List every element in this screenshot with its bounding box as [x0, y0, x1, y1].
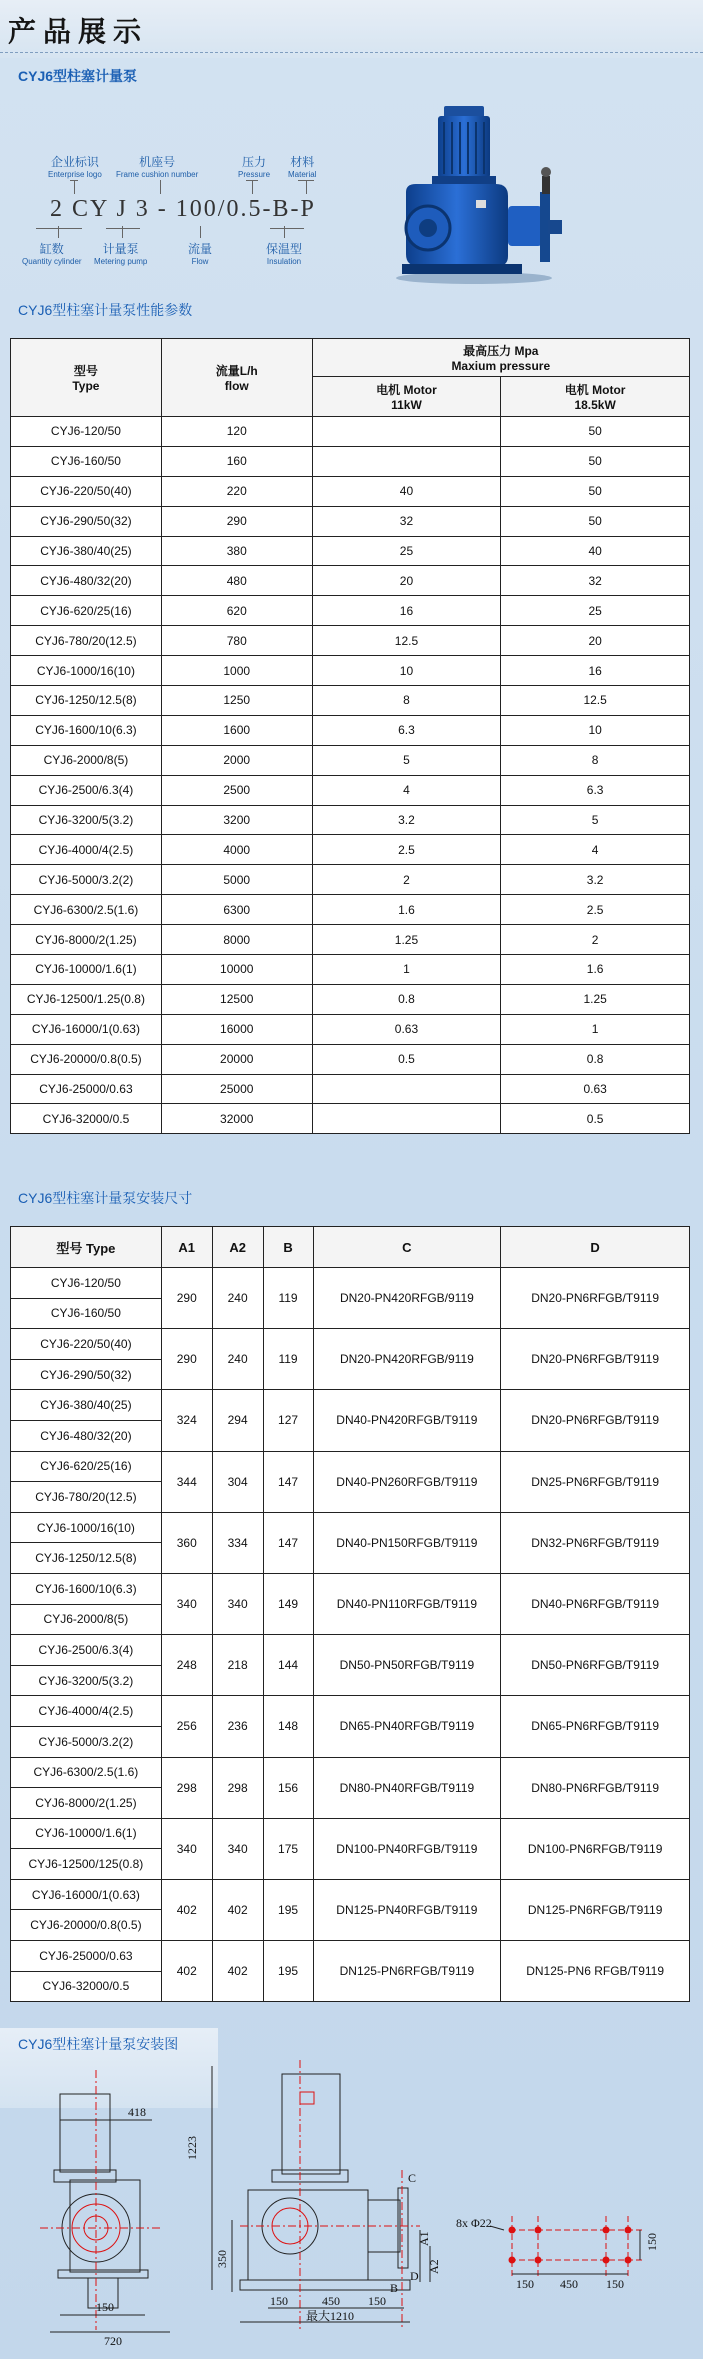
cell-type: CYJ6-12500/125(0.8)	[11, 1849, 162, 1880]
cell-pressure-11kw: 20	[312, 566, 501, 596]
cell-pressure-11kw: 1.6	[312, 895, 501, 925]
cell-b: 195	[263, 1879, 313, 1940]
model-code: 2 CY J 3 - 100/0.5-B-P	[50, 196, 316, 222]
table-row	[11, 476, 690, 506]
cell-pressure-18kw: 10	[501, 715, 690, 745]
pump-photo-icon	[392, 96, 572, 286]
cell-pressure-11kw: 2	[312, 865, 501, 895]
table-row	[11, 1879, 690, 1910]
cell-a1: 340	[161, 1818, 212, 1879]
dim-350: 350	[215, 2250, 229, 2268]
dim-150-side: 150	[270, 2294, 288, 2308]
cell-a2: 402	[212, 1941, 263, 2002]
table-row	[11, 1451, 690, 1482]
cell-type: CYJ6-120/50	[11, 417, 162, 447]
page-title: 产品展示	[8, 17, 149, 48]
cell-d: DN65-PN6RFGB/T9119	[501, 1696, 690, 1757]
cell-type: CYJ6-1000/16(10)	[11, 1512, 162, 1543]
cell-c: DN40-PN110RFGB/T9119	[313, 1573, 501, 1634]
cell-flow: 3200	[161, 805, 312, 835]
col-header-type: 型号 Type	[11, 339, 162, 417]
cell-flow: 32000	[161, 1104, 312, 1134]
cell-type: CYJ6-8000/2(1.25)	[11, 1788, 162, 1819]
foundation-plan	[490, 2216, 645, 2276]
cell-type: CYJ6-1600/10(6.3)	[11, 1573, 162, 1604]
cell-type: CYJ6-160/50	[11, 1298, 162, 1329]
cell-a1: 340	[161, 1573, 212, 1634]
cell-pressure-18kw: 1.6	[501, 955, 690, 985]
cell-flow: 6300	[161, 895, 312, 925]
cell-type: CYJ6-6300/2.5(1.6)	[11, 895, 162, 925]
table-row	[11, 1635, 690, 1666]
table-row	[11, 775, 690, 805]
cell-d: DN25-PN6RFGB/T9119	[501, 1451, 690, 1512]
label-flow: 流量 Flow	[188, 242, 213, 266]
cell-flow: 1600	[161, 715, 312, 745]
table-row	[11, 805, 690, 835]
dim-label-a1: A1	[417, 2231, 431, 2246]
install-heading: CYJ6型柱塞计量泵安装图	[18, 2036, 179, 2052]
table-row	[11, 1941, 690, 1972]
cell-b: 147	[263, 1451, 313, 1512]
cell-pressure-18kw: 6.3	[501, 775, 690, 805]
cell-flow: 380	[161, 536, 312, 566]
label-material: 材料 Material	[288, 155, 317, 179]
cell-pressure-11kw: 1	[312, 955, 501, 985]
cell-flow: 8000	[161, 925, 312, 955]
cell-a2: 294	[212, 1390, 263, 1451]
cell-a1: 290	[161, 1268, 212, 1329]
cell-flow: 20000	[161, 1044, 312, 1074]
col-header-flow: 流量L/h flow	[161, 339, 312, 417]
cell-type: CYJ6-12500/1.25(0.8)	[11, 984, 162, 1014]
table-row	[11, 955, 690, 985]
dim-plan-150-vertical: 150	[645, 2233, 659, 2251]
table-row	[11, 417, 690, 447]
col-header-a1: A1	[161, 1227, 212, 1268]
connector	[306, 180, 307, 194]
cell-flow: 620	[161, 596, 312, 626]
cell-type: CYJ6-3200/5(3.2)	[11, 1665, 162, 1696]
col-header-d: D	[501, 1227, 690, 1268]
table-row	[11, 656, 690, 686]
table-row	[11, 1390, 690, 1421]
col-header-type: 型号 Type	[11, 1227, 162, 1268]
cell-pressure-11kw: 40	[312, 476, 501, 506]
cell-pressure-11kw	[312, 446, 501, 476]
cell-a1: 256	[161, 1696, 212, 1757]
cell-pressure-18kw: 0.63	[501, 1074, 690, 1104]
connector	[36, 228, 82, 229]
table-row	[11, 1573, 690, 1604]
cell-b: 156	[263, 1757, 313, 1818]
cell-pressure-18kw: 8	[501, 745, 690, 775]
cell-flow: 12500	[161, 984, 312, 1014]
cell-type: CYJ6-2000/8(5)	[11, 745, 162, 775]
title-divider	[0, 52, 703, 53]
table-row	[11, 1014, 690, 1044]
cell-pressure-11kw: 2.5	[312, 835, 501, 865]
col-header-motor-18kw: 电机 Motor 18.5kW	[501, 377, 690, 417]
table-row	[11, 536, 690, 566]
cell-pressure-18kw: 2.5	[501, 895, 690, 925]
table-row	[11, 895, 690, 925]
cell-pressure-18kw: 50	[501, 446, 690, 476]
connector	[270, 228, 304, 229]
cell-type: CYJ6-780/20(12.5)	[11, 1482, 162, 1513]
dim-plan-450: 450	[560, 2277, 578, 2291]
cell-pressure-11kw: 12.5	[312, 626, 501, 656]
performance-table	[10, 338, 690, 1134]
dim-label-d: D	[410, 2269, 419, 2283]
cell-type: CYJ6-10000/1.6(1)	[11, 955, 162, 985]
table-row	[11, 596, 690, 626]
dim-holes: 8x Φ22	[456, 2216, 492, 2230]
cell-a1: 402	[161, 1879, 212, 1940]
table-row	[11, 925, 690, 955]
cell-flow: 25000	[161, 1074, 312, 1104]
cell-pressure-11kw: 0.63	[312, 1014, 501, 1044]
table-row	[11, 686, 690, 716]
cell-type: CYJ6-1600/10(6.3)	[11, 715, 162, 745]
dim-plan-150-right: 150	[606, 2277, 624, 2291]
dim-label-b: B	[390, 2281, 399, 2295]
table-row	[11, 1818, 690, 1849]
cell-type: CYJ6-780/20(12.5)	[11, 626, 162, 656]
col-header-motor-11kw: 电机 Motor 11kW	[312, 377, 501, 417]
cell-pressure-11kw: 25	[312, 536, 501, 566]
cell-type: CYJ6-380/40(25)	[11, 1390, 162, 1421]
connector	[160, 180, 161, 194]
performance-table-body	[11, 417, 690, 1134]
cell-a2: 340	[212, 1573, 263, 1634]
cell-a1: 344	[161, 1451, 212, 1512]
cell-type: CYJ6-160/50	[11, 446, 162, 476]
connector	[70, 180, 78, 181]
cell-pressure-11kw: 0.8	[312, 984, 501, 1014]
cell-pressure-18kw: 16	[501, 656, 690, 686]
cell-pressure-11kw	[312, 417, 501, 447]
table-row	[11, 1696, 690, 1727]
cell-c: DN125-PN40RFGB/T9119	[313, 1879, 501, 1940]
cell-c: DN40-PN260RFGB/T9119	[313, 1451, 501, 1512]
cell-type: CYJ6-25000/0.63	[11, 1074, 162, 1104]
cell-type: CYJ6-4000/4(2.5)	[11, 835, 162, 865]
cell-pressure-11kw: 16	[312, 596, 501, 626]
cell-pressure-18kw: 1.25	[501, 984, 690, 1014]
dim-1223: 1223	[185, 2136, 199, 2160]
performance-heading: CYJ6型柱塞计量泵性能参数	[18, 302, 193, 318]
cell-b: 195	[263, 1941, 313, 2002]
table-row	[11, 566, 690, 596]
cell-pressure-18kw: 12.5	[501, 686, 690, 716]
cell-type: CYJ6-2500/6.3(4)	[11, 1635, 162, 1666]
cell-pressure-18kw: 4	[501, 835, 690, 865]
label-enterprise-logo: 企业标识 Enterprise logo	[48, 155, 102, 179]
dim-max-1210: 最大1210	[306, 2309, 355, 2323]
cell-d: DN125-PN6 RFGB/T9119	[501, 1941, 690, 2002]
cell-c: DN125-PN6RFGB/T9119	[313, 1941, 501, 2002]
connector	[106, 228, 140, 229]
table-row	[11, 984, 690, 1014]
table-row	[11, 1074, 690, 1104]
col-header-b: B	[263, 1227, 313, 1268]
cell-pressure-18kw: 40	[501, 536, 690, 566]
col-header-a2: A2	[212, 1227, 263, 1268]
cell-a2: 304	[212, 1451, 263, 1512]
cell-d: DN20-PN6RFGB/T9119	[501, 1390, 690, 1451]
cell-d: DN20-PN6RFGB/T9119	[501, 1329, 690, 1390]
cell-flow: 1250	[161, 686, 312, 716]
cell-pressure-11kw	[312, 1104, 501, 1134]
dim-label-a2: A2	[427, 2259, 441, 2274]
label-cylinders: 缸数 Quantity cylinder	[22, 242, 82, 266]
cell-flow: 10000	[161, 955, 312, 985]
table-row	[11, 1329, 690, 1360]
cell-a1: 360	[161, 1512, 212, 1573]
cell-c: DN100-PN40RFGB/T9119	[313, 1818, 501, 1879]
cell-pressure-11kw: 5	[312, 745, 501, 775]
label-pressure: 压力 Pressure	[238, 155, 271, 179]
cell-a1: 290	[161, 1329, 212, 1390]
cell-c: DN50-PN50RFGB/T9119	[313, 1635, 501, 1696]
cell-type: CYJ6-20000/0.8(0.5)	[11, 1044, 162, 1074]
cell-pressure-18kw: 50	[501, 417, 690, 447]
cell-pressure-18kw: 0.5	[501, 1104, 690, 1134]
cell-type: CYJ6-2500/6.3(4)	[11, 775, 162, 805]
dim-150-left: 150	[96, 2300, 114, 2314]
table-row	[11, 506, 690, 536]
cell-a1: 248	[161, 1635, 212, 1696]
cell-type: CYJ6-4000/4(2.5)	[11, 1696, 162, 1727]
dimensions-heading: CYJ6型柱塞计量泵安装尺寸	[18, 1190, 193, 1206]
installation-drawing	[0, 2030, 703, 2359]
connector	[74, 180, 75, 194]
cell-a1: 298	[161, 1757, 212, 1818]
cell-c: DN20-PN420RFGB/9119	[313, 1268, 501, 1329]
table-row	[11, 1044, 690, 1074]
col-header-c: C	[313, 1227, 501, 1268]
cell-pressure-18kw: 50	[501, 506, 690, 536]
cell-type: CYJ6-220/50(40)	[11, 1329, 162, 1360]
cell-c: DN20-PN420RFGB/9119	[313, 1329, 501, 1390]
cell-pressure-11kw: 4	[312, 775, 501, 805]
cell-type: CYJ6-380/40(25)	[11, 536, 162, 566]
cell-type: CYJ6-480/32(20)	[11, 1420, 162, 1451]
cell-d: DN80-PN6RFGB/T9119	[501, 1757, 690, 1818]
col-header-pressure: 最高压力 Mpa Maxium pressure	[312, 339, 689, 377]
dim-720: 720	[104, 2334, 122, 2348]
cell-pressure-18kw: 3.2	[501, 865, 690, 895]
cell-d: DN40-PN6RFGB/T9119	[501, 1573, 690, 1634]
cell-d: DN50-PN6RFGB/T9119	[501, 1635, 690, 1696]
cell-a2: 240	[212, 1268, 263, 1329]
cell-type: CYJ6-620/25(16)	[11, 596, 162, 626]
cell-c: DN65-PN40RFGB/T9119	[313, 1696, 501, 1757]
dim-450-side: 450	[322, 2294, 340, 2308]
cell-flow: 5000	[161, 865, 312, 895]
cell-type: CYJ6-2000/8(5)	[11, 1604, 162, 1635]
cell-type: CYJ6-1000/16(10)	[11, 656, 162, 686]
cell-type: CYJ6-32000/0.5	[11, 1971, 162, 2002]
cell-pressure-18kw: 1	[501, 1014, 690, 1044]
cell-type: CYJ6-5000/3.2(2)	[11, 865, 162, 895]
cell-pressure-11kw: 1.25	[312, 925, 501, 955]
cell-flow: 220	[161, 476, 312, 506]
cell-a2: 340	[212, 1818, 263, 1879]
cell-b: 149	[263, 1573, 313, 1634]
cell-type: CYJ6-3200/5(3.2)	[11, 805, 162, 835]
cell-a2: 298	[212, 1757, 263, 1818]
cell-flow: 120	[161, 417, 312, 447]
cell-pressure-18kw: 0.8	[501, 1044, 690, 1074]
product-heading: CYJ6型柱塞计量泵	[18, 68, 138, 84]
dim-label-c: C	[408, 2171, 417, 2185]
label-frame-number: 机座号 Frame cushion number	[116, 155, 199, 179]
cell-a2: 236	[212, 1696, 263, 1757]
cell-a1: 324	[161, 1390, 212, 1451]
cell-a2: 218	[212, 1635, 263, 1696]
connector	[298, 180, 314, 181]
cell-flow: 2000	[161, 745, 312, 775]
cell-a2: 334	[212, 1512, 263, 1573]
cell-pressure-18kw: 25	[501, 596, 690, 626]
cell-b: 119	[263, 1268, 313, 1329]
label-metering-pump: 计量泵 Metering pump	[94, 242, 148, 266]
cell-flow: 4000	[161, 835, 312, 865]
cell-type: CYJ6-290/50(32)	[11, 1359, 162, 1390]
table-row	[11, 446, 690, 476]
cell-type: CYJ6-220/50(40)	[11, 476, 162, 506]
table-row	[11, 865, 690, 895]
cell-d: DN20-PN6RFGB/T9119	[501, 1268, 690, 1329]
label-insulation: 保温型 Insulation	[266, 242, 303, 266]
cell-d: DN100-PN6RFGB/T9119	[501, 1818, 690, 1879]
cell-b: 175	[263, 1818, 313, 1879]
cell-pressure-11kw: 3.2	[312, 805, 501, 835]
cell-b: 147	[263, 1512, 313, 1573]
cell-pressure-18kw: 50	[501, 476, 690, 506]
cell-pressure-18kw: 5	[501, 805, 690, 835]
table-row	[11, 1757, 690, 1788]
cell-type: CYJ6-5000/3.2(2)	[11, 1726, 162, 1757]
table-row	[11, 745, 690, 775]
cell-pressure-18kw: 2	[501, 925, 690, 955]
cell-pressure-11kw: 10	[312, 656, 501, 686]
cell-flow: 290	[161, 506, 312, 536]
cell-pressure-11kw: 8	[312, 686, 501, 716]
cell-flow: 780	[161, 626, 312, 656]
dim-150-side-right: 150	[368, 2294, 386, 2308]
cell-type: CYJ6-620/25(16)	[11, 1451, 162, 1482]
cell-flow: 1000	[161, 656, 312, 686]
cell-flow: 16000	[161, 1014, 312, 1044]
table-row	[11, 1512, 690, 1543]
cell-flow: 2500	[161, 775, 312, 805]
cell-type: CYJ6-16000/1(0.63)	[11, 1879, 162, 1910]
cell-b: 144	[263, 1635, 313, 1696]
dim-418: 418	[128, 2105, 146, 2119]
connector	[246, 180, 258, 181]
cell-a2: 402	[212, 1879, 263, 1940]
cell-b: 148	[263, 1696, 313, 1757]
cell-pressure-18kw: 20	[501, 626, 690, 656]
table-row	[11, 835, 690, 865]
table-row	[11, 1104, 690, 1134]
cell-flow: 160	[161, 446, 312, 476]
cell-d: DN125-PN6RFGB/T9119	[501, 1879, 690, 1940]
dimensions-table-body	[11, 1268, 690, 2002]
cell-type: CYJ6-32000/0.5	[11, 1104, 162, 1134]
table-row	[11, 1268, 690, 1299]
cell-type: CYJ6-16000/1(0.63)	[11, 1014, 162, 1044]
cell-type: CYJ6-120/50	[11, 1268, 162, 1299]
cell-pressure-18kw: 32	[501, 566, 690, 596]
cell-type: CYJ6-8000/2(1.25)	[11, 925, 162, 955]
cell-type: CYJ6-20000/0.8(0.5)	[11, 1910, 162, 1941]
cell-type: CYJ6-480/32(20)	[11, 566, 162, 596]
pump-front-view	[40, 2070, 170, 2332]
cell-c: DN40-PN420RFGB/T9119	[313, 1390, 501, 1451]
cell-type: CYJ6-1250/12.5(8)	[11, 1543, 162, 1574]
cell-b: 127	[263, 1390, 313, 1451]
cell-flow: 480	[161, 566, 312, 596]
dim-plan-150-left: 150	[516, 2277, 534, 2291]
cell-b: 119	[263, 1329, 313, 1390]
dimensions-table	[10, 1226, 690, 2002]
cell-a2: 240	[212, 1329, 263, 1390]
cell-pressure-11kw: 0.5	[312, 1044, 501, 1074]
connector	[252, 180, 253, 194]
cell-c: DN40-PN150RFGB/T9119	[313, 1512, 501, 1573]
cell-c: DN80-PN40RFGB/T9119	[313, 1757, 501, 1818]
cell-pressure-11kw: 6.3	[312, 715, 501, 745]
table-row	[11, 626, 690, 656]
cell-type: CYJ6-1250/12.5(8)	[11, 686, 162, 716]
cell-d: DN32-PN6RFGB/T9119	[501, 1512, 690, 1573]
cell-pressure-11kw: 32	[312, 506, 501, 536]
cell-a1: 402	[161, 1941, 212, 2002]
cell-type: CYJ6-6300/2.5(1.6)	[11, 1757, 162, 1788]
cell-type: CYJ6-10000/1.6(1)	[11, 1818, 162, 1849]
cell-type: CYJ6-25000/0.63	[11, 1941, 162, 1972]
table-row	[11, 715, 690, 745]
cell-type: CYJ6-290/50(32)	[11, 506, 162, 536]
connector	[200, 226, 201, 238]
cell-pressure-11kw	[312, 1074, 501, 1104]
